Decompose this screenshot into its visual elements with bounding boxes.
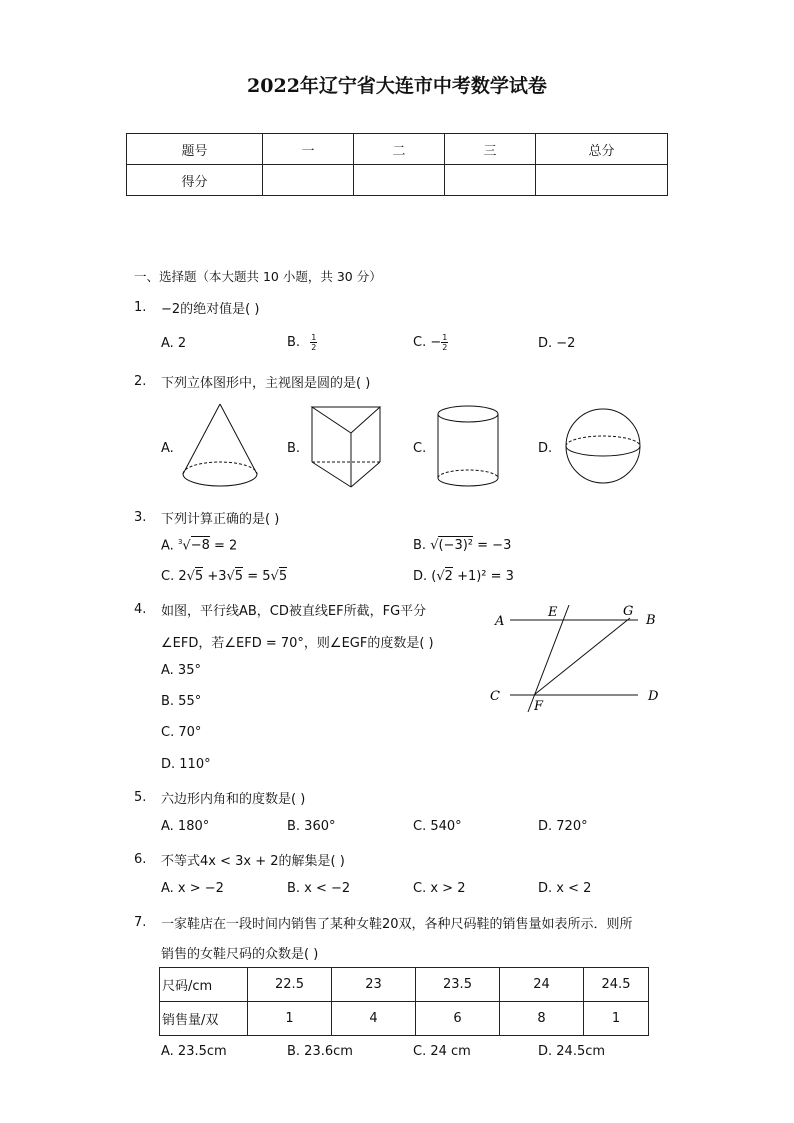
point-label-E: E: [548, 605, 558, 620]
question-number: 5.: [134, 790, 147, 805]
score-row-label: 得分: [127, 165, 263, 196]
score-cell: [354, 165, 445, 196]
score-header-cell: 题号: [127, 134, 263, 165]
expression-rest: = 2: [209, 538, 238, 554]
table-cell: 24.5: [584, 968, 649, 1002]
table-row: [160, 1002, 649, 1036]
fraction: [441, 333, 448, 352]
option-label: A.: [161, 538, 178, 554]
table-cell: 8: [500, 1002, 584, 1036]
question-number: 3.: [134, 510, 147, 525]
table-cell: 4: [332, 1002, 416, 1036]
question-text: 下列计算正确的是( ): [161, 512, 280, 527]
option-label: D. (: [413, 569, 437, 584]
radicand: 5: [194, 569, 204, 584]
option-d: D. 24.5cm: [538, 1044, 606, 1059]
prism-figure: [306, 402, 386, 490]
option-d: D. (√2 +1)² = 3: [413, 569, 514, 584]
option-b: B. x < −2: [287, 881, 351, 896]
point-label-A: A: [495, 614, 505, 629]
fraction: [310, 333, 317, 352]
option-label: B.: [413, 538, 431, 553]
option-b: B. √(−3)² = −3: [413, 538, 512, 553]
table-cell: 1: [584, 1002, 649, 1036]
question-text: 不等式4x < 3x + 2的解集是( ): [161, 854, 345, 869]
table-cell: 24: [500, 968, 584, 1002]
question-text-line1: 一家鞋店在一段时间内销售了某种女鞋20双，各种尺码鞋的销售量如表所示．则所: [161, 917, 633, 932]
point-label-G: G: [623, 604, 634, 619]
radicand: −8: [190, 538, 210, 554]
option-c: C.: [413, 441, 427, 456]
question-text: 下列立体图形中，主视图是圆的是( ): [161, 376, 371, 391]
option-label: C. −: [413, 335, 442, 350]
question-number: 6.: [134, 852, 147, 867]
cone-figure: [178, 400, 262, 492]
table-cell: 23.5: [416, 968, 500, 1002]
option-a: A. $^3$√−8 = 2: [161, 538, 238, 554]
radicand: 5: [278, 569, 288, 584]
expression-rest: +1)² = 3: [452, 569, 514, 584]
option-d: D. −2: [538, 336, 576, 351]
option-a: A.: [161, 441, 174, 456]
root-index: 3: [177, 538, 183, 546]
question-number: 4.: [134, 602, 147, 617]
question-text: 六边形内角和的度数是( ): [161, 792, 306, 807]
question-text: −2的绝对值是( ): [161, 302, 260, 317]
option-b: B. 360°: [287, 819, 336, 834]
option-b: [287, 333, 317, 352]
score-cell: [445, 165, 536, 196]
radicand: 2: [444, 569, 453, 584]
option-b: B. 23.6cm: [287, 1044, 353, 1059]
option-d: D. 110°: [161, 757, 211, 772]
parallel-lines-figure: [486, 598, 666, 718]
option-a: A. 180°: [161, 819, 210, 834]
fraction-numerator: 1: [311, 333, 317, 342]
score-cell: [263, 165, 354, 196]
fraction-denominator: 2: [442, 343, 448, 352]
option-d: D. 720°: [538, 819, 588, 834]
option-d: D. x < 2: [538, 881, 592, 896]
fraction-denominator: 2: [311, 343, 317, 352]
table-cell: 6: [416, 1002, 500, 1036]
table-header-cell: 尺码/cm: [160, 968, 248, 1002]
table-cell: 23: [332, 968, 416, 1002]
point-label-B: B: [646, 613, 656, 628]
table-cell: 22.5: [248, 968, 332, 1002]
score-table-row: [127, 165, 668, 196]
option-a: A. 35°: [161, 663, 201, 678]
fraction-numerator: 1: [442, 333, 448, 342]
score-cell: [536, 165, 668, 196]
sphere-figure: [562, 405, 644, 487]
score-table-header-row: [127, 134, 668, 165]
expression-rest: = −3: [473, 538, 512, 553]
score-table: [126, 133, 668, 196]
point-label-F: F: [534, 699, 544, 714]
option-a: A. 23.5cm: [161, 1044, 227, 1059]
question-text-line2: 销售的女鞋尺码的众数是( ): [161, 947, 319, 962]
option-b: B. 55°: [161, 694, 202, 709]
option-b: B.: [287, 441, 301, 456]
question-text-line2: ∠EFD，若∠EFD = 70°，则∠EGF的度数是( ): [161, 636, 434, 651]
question-text-line1: 如图，平行线AB，CD被直线EF所截，FG平分: [161, 604, 427, 619]
question-number: 2.: [134, 374, 147, 389]
point-label-C: C: [490, 689, 500, 704]
section-heading: 一、选择题（本大题共 10 小题，共 30 分）: [134, 269, 382, 284]
table-cell: 1: [248, 1002, 332, 1036]
option-c: C. 2√5 +3√5 = 5√5: [161, 569, 288, 584]
point-label-D: D: [648, 689, 659, 704]
radicand: 5: [234, 569, 244, 584]
option-c: C. 24 cm: [413, 1044, 471, 1059]
option-c: C. 70°: [161, 725, 202, 740]
option-a: A. x > −2: [161, 881, 224, 896]
option-a: A. 2: [161, 336, 187, 351]
score-header-cell: 一: [263, 134, 354, 165]
exam-title: 2022年辽宁省大连市中考数学试卷: [247, 75, 547, 97]
score-header-cell: 二: [354, 134, 445, 165]
cylinder-figure: [432, 402, 506, 490]
shoe-sales-table: [159, 967, 649, 1036]
table-header-cell: 销售量/双: [160, 1002, 248, 1036]
option-d: D.: [538, 441, 553, 456]
option-label: B.: [287, 335, 301, 350]
option-label: C. 2: [161, 569, 187, 584]
score-header-cell: 三: [445, 134, 536, 165]
option-c: C. x > 2: [413, 881, 466, 896]
expression-rest: +3: [203, 569, 227, 584]
option-c: C. 540°: [413, 819, 462, 834]
expression-rest: = 5: [243, 569, 271, 584]
question-number: 7.: [134, 915, 147, 930]
score-header-cell: 总分: [536, 134, 668, 165]
option-c: [413, 333, 448, 352]
radicand: (−3)²: [438, 538, 474, 553]
question-number: 1.: [134, 300, 147, 315]
table-row: [160, 968, 649, 1002]
